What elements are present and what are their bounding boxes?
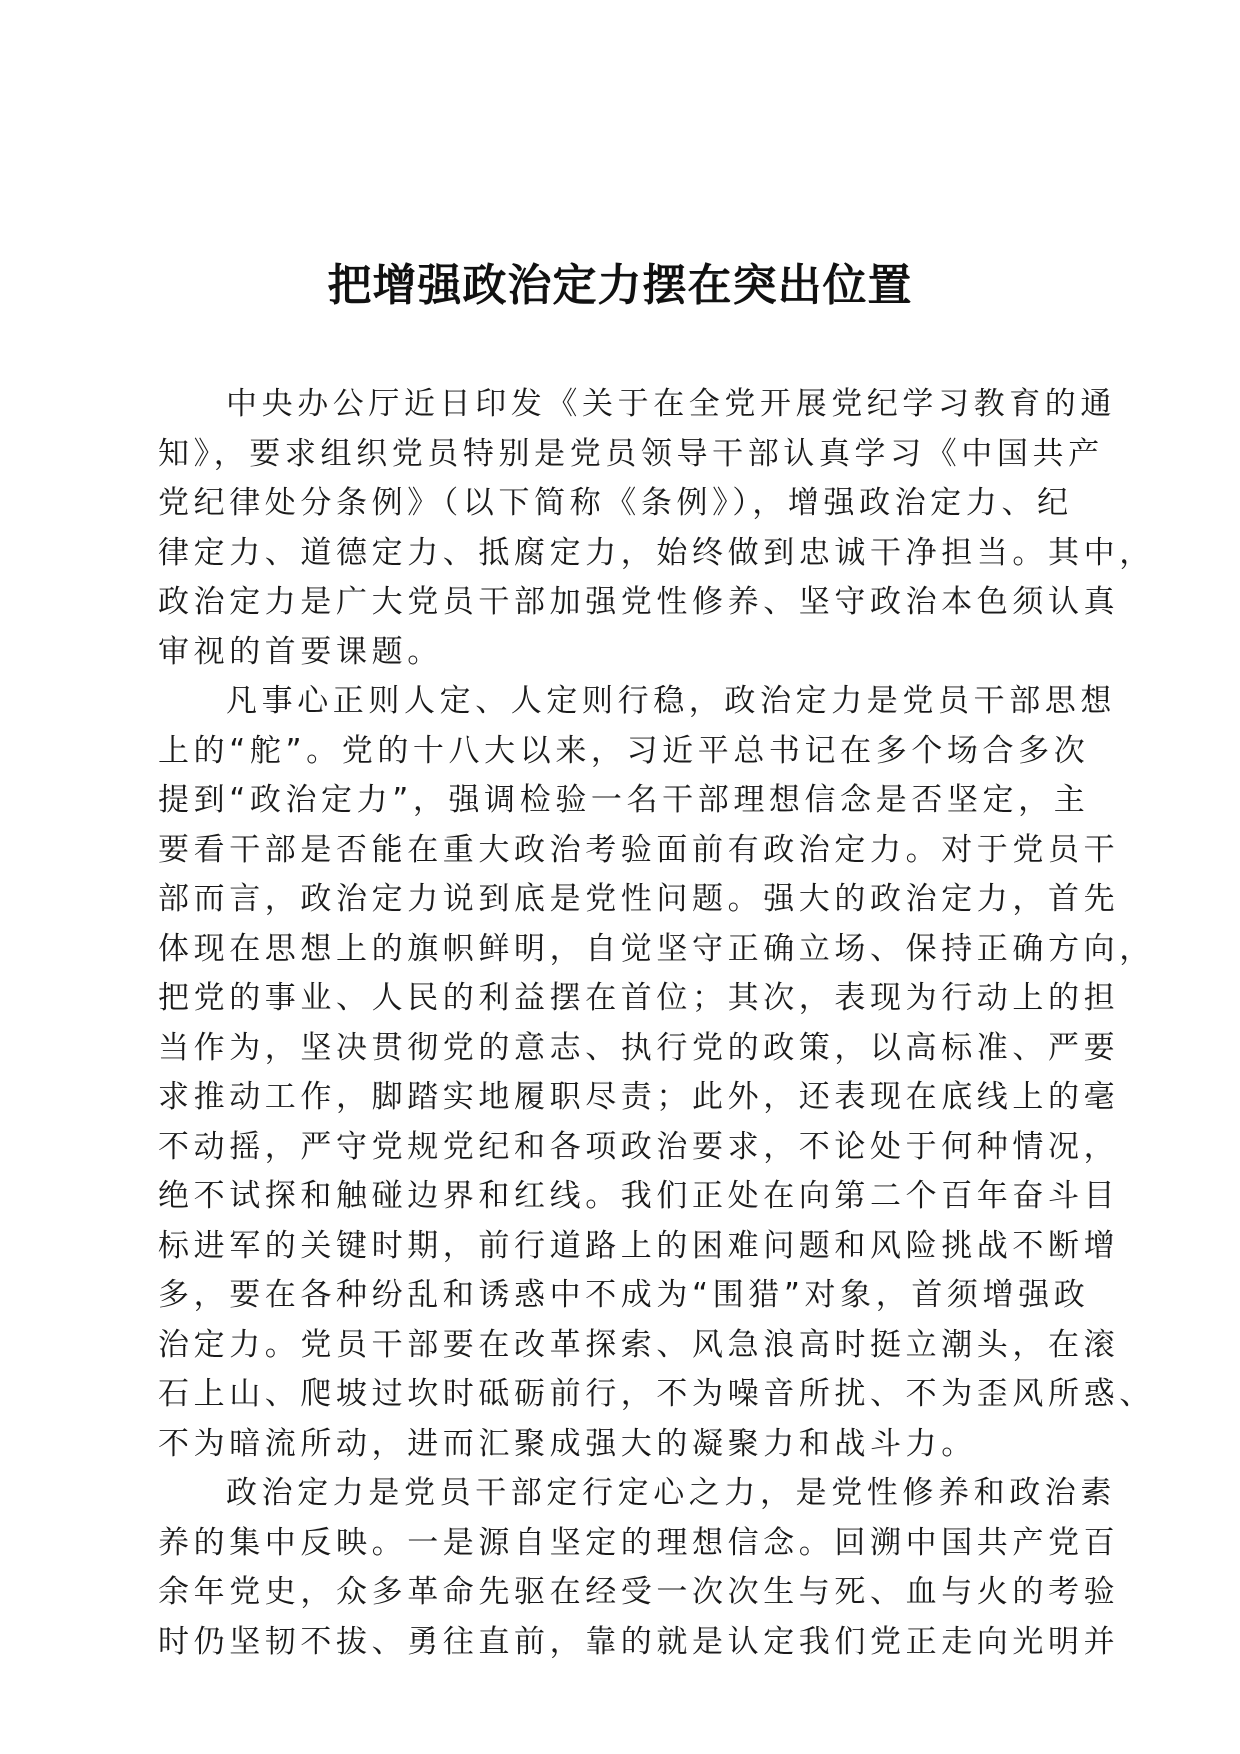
body-line: 体现在思想上的旗帜鲜明，自觉坚守正确立场、保持正确方向， xyxy=(158,930,1155,967)
body-line: 时仍坚韧不拔、勇往直前，靠的就是认定我们党正走向光明并 xyxy=(158,1623,1120,1660)
document-body xyxy=(158,380,1155,1667)
body-line: 政治定力是党员干部定行定心之力，是党性修养和政治素 xyxy=(226,1475,1116,1511)
body-line: 石上山、爬坡过坎时砥砺前行，不为噪音所扰、不为歪风所惑、 xyxy=(158,1376,1155,1412)
body-line: 标进军的关键时期，前行道路上的困难问题和风险挑战不断增 xyxy=(158,1227,1120,1264)
body-line: 党纪律处分条例》（以下简称《条例》），增强政治定力、纪 xyxy=(158,485,1073,521)
body-line: 绝不试探和触碰边界和红线。我们正处在向第二个百年奋斗目 xyxy=(158,1178,1120,1214)
body-line: 部而言，政治定力说到底是党性问题。强大的政治定力，首先 xyxy=(158,881,1120,917)
body-line: 律定力、道德定力、抵腐定力，始终做到忠诚干净担当。其中， xyxy=(158,534,1155,571)
body-line: 提到“政治定力”，强调检验一名干部理想信念是否坚定，主 xyxy=(158,782,1090,818)
body-line: 政治定力是广大党员干部加强党性修养、坚守政治本色须认真 xyxy=(158,584,1120,620)
body-line: 余年党史，众多革命先驱在经受一次次生与死、血与火的考验 xyxy=(158,1574,1120,1610)
body-line: 审视的首要课题。 xyxy=(158,633,443,670)
body-line: 多，要在各种纷乱和诱惑中不成为“围猎”对象，首须增强政 xyxy=(158,1277,1090,1313)
body-line: 不动摇，严守党规党纪和各项政治要求，不论处于何种情况， xyxy=(158,1128,1120,1165)
document-title: 把增强政治定力摆在突出位置 xyxy=(327,260,913,311)
body-line: 要看干部是否能在重大政治考验面前有政治定力。对于党员干 xyxy=(158,831,1120,868)
body-line: 中央办公厅近日印发《关于在全党开展党纪学习教育的通 xyxy=(226,386,1116,422)
body-line: 上的“舵”。党的十八大以来，习近平总书记在多个场合多次 xyxy=(158,732,1090,769)
body-line: 把党的事业、人民的利益摆在首位；其次，表现为行动上的担 xyxy=(158,980,1120,1016)
body-line: 治定力。党员干部要在改革探索、风急浪高时挺立潮头，在滚 xyxy=(158,1326,1120,1363)
body-line: 养的集中反映。一是源自坚定的理想信念。回溯中国共产党百 xyxy=(158,1524,1120,1561)
body-line: 求推动工作，脚踏实地履职尽责；此外，还表现在底线上的毫 xyxy=(158,1079,1120,1115)
body-line: 凡事心正则人定、人定则行稳，政治定力是党员干部思想 xyxy=(226,683,1116,719)
body-line: 知》，要求组织党员特别是党员领导干部认真学习《中国共产 xyxy=(158,435,1104,472)
body-line: 不为暗流所动，进而汇聚成强大的凝聚力和战斗力。 xyxy=(158,1425,977,1462)
body-line: 当作为，坚决贯彻党的意志、执行党的政策，以高标准、严要 xyxy=(158,1029,1120,1066)
